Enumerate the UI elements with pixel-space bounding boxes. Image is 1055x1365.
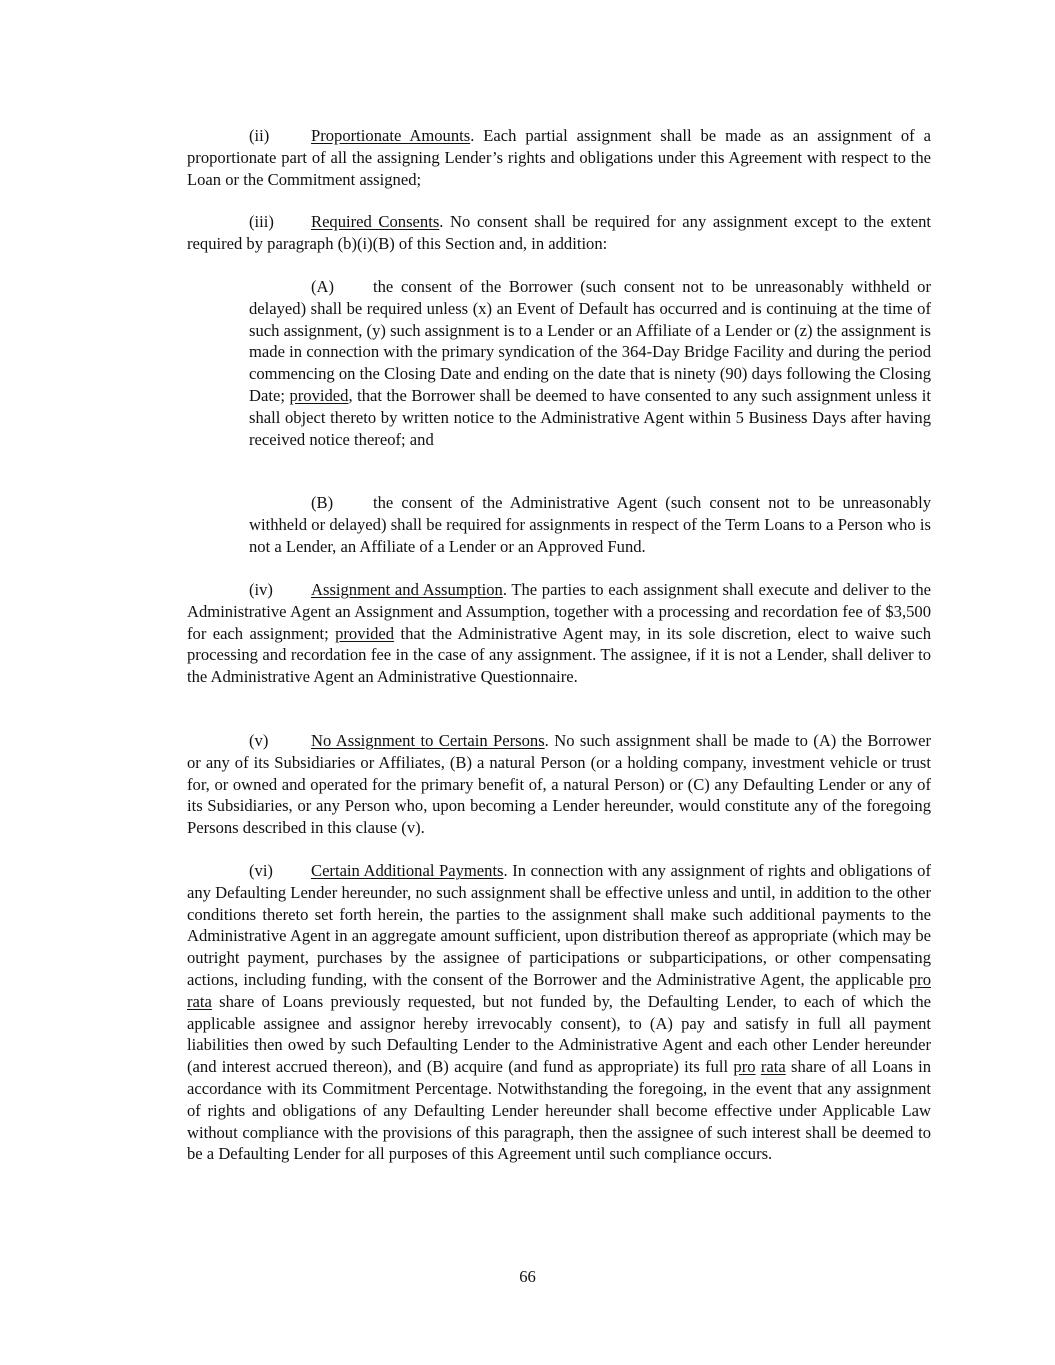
- rata-term: rata: [760, 1057, 786, 1077]
- paragraph-vi: [187, 860, 931, 1165]
- paragraph-ii: [187, 125, 931, 190]
- paragraph-number: (ii): [249, 126, 270, 145]
- paragraph-iii: [187, 211, 931, 255]
- paragraph-B: [249, 492, 931, 557]
- paragraph-body-continued: , that the Borrower shall be deemed to have consented to any such assignment unless it shall object thereto by written notice to the Administrative Agent within 5 Business Days after having received notice thereof; and: [249, 385, 931, 449]
- paragraph-number: (iii): [249, 212, 274, 231]
- paragraph-v: [187, 730, 931, 839]
- pro-term: pro: [733, 1057, 756, 1077]
- paragraph-number: (v): [249, 731, 269, 750]
- pro-term: pro: [908, 969, 931, 989]
- paragraph-body-continued: share of Loans previously requested, but not funded by, the Defaulting Lender, to each of which the applicable assignee and assignor hereby irrevocably consent), to (A) pay and satisfy in full all payment liabilities then owed by such Defaulting Lender to the Administrative Agent and each other Lender hereunder (and interest accrued thereon), and (B) acquire (and fund as appropriate) its full: [187, 991, 931, 1077]
- paragraph-body-continued: that the Administrative Agent may, in its sole discretion, elect to waive such processing and recordation fee in the case of any assignment. The assignee, if it is not a Lender, shall deliver to the Administrative Agent an Administrative Questionnaire.: [187, 623, 931, 687]
- paragraph-body: the consent of the Administrative Agent (such consent not to be unreasonably withheld or delayed) shall be required for assignments in respect of the Term Loans to a Person who is not a Lender, an Affiliate of a Lender or an Approved Fund.: [249, 493, 931, 556]
- rata-term: rata: [187, 991, 212, 1011]
- paragraph-number: (vi): [249, 861, 273, 880]
- paragraph-heading: Assignment and Assumption: [311, 580, 503, 599]
- paragraph-body: the consent of the Borrower (such consent not to be unreasonably withheld or delayed) shall be required unless (x) an Event of Default has occurred and is continuing at the time of such assignment, (y) such assignment is to a Lender or an Affiliate of a Lender or (z) the assignment is made in connection with the primary syndication of the 364-Day Bridge Facility and during the period commencing on the Closing Date and ending on the date that is ninety (90) days following the Closing Date;: [249, 277, 931, 405]
- paragraph-A: [249, 276, 931, 450]
- paragraph-number: (A): [311, 277, 335, 296]
- paragraph-body: . No such assignment shall be made to (A) the Borrower or any of its Subsidiaries or Affiliates, (B) a natural Person (or a holding company, investment vehicle or trust for, or owned and operated for the primary benefit of, a natural Person) or (C) any Defaulting Lender or any of its Subsidiaries, or any Person who, upon becoming a Lender hereunder, would constitute any of the foregoing Persons described in this clause (v).: [187, 731, 932, 838]
- paragraph-heading: No Assignment to Certain Persons: [311, 731, 545, 750]
- provided-term: provided: [335, 623, 395, 643]
- paragraph-heading: Proportionate Amounts: [311, 126, 471, 145]
- provided-term: provided: [289, 385, 349, 405]
- paragraph-heading: Certain Additional Payments: [311, 861, 504, 880]
- paragraph-number: (B): [311, 493, 334, 512]
- paragraph-body: . The parties to each assignment shall execute and deliver to the Administrative Agent an Assignment and Assumption, together with a processing and recordation fee of $3,500 for each assignment;: [187, 580, 932, 643]
- paragraph-body: . No consent shall be required for any assignment except to the extent required by paragraph (b)(i)(B) of this Section and, in addition:: [187, 212, 931, 253]
- page-number: 66: [519, 1267, 536, 1286]
- paragraph-body: . In connection with any assignment of rights and obligations of any Defaulting Lender hereunder, no such assignment shall be effective unless and until, in addition to the other conditions thereto set forth herein, the parties to the assignment shall make such additional payments to the Administrative Agent in an aggregate amount sufficient, upon distribution thereof as appropriate (which may be outright payment, purchases by the assignee of participations or subparticipations, or other compensating actions, including funding, with the consent of the Borrower and the Administrative Agent, the applicable: [187, 861, 932, 989]
- paragraph-body-continued: share of all Loans in accordance with its Commitment Percentage. Notwithstanding the foregoing, in the event that any assignment of rights and obligations of any Defaulting Lender hereunder shall become effective under Applicable Law without compliance with the provisions of this paragraph, then the assignee of such interest shall be deemed to be a Defaulting Lender for all purposes of this Agreement until such compliance occurs.: [187, 1057, 931, 1164]
- paragraph-iv: [187, 579, 931, 688]
- paragraph-heading: Required Consents: [311, 212, 440, 231]
- paragraph-number: (iv): [249, 580, 273, 599]
- paragraph-body: . Each partial assignment shall be made as an assignment of a proportionate part of all the assigning Lender’s rights and obligations under this Agreement with respect to the Loan or the Commitment assigned;: [187, 126, 931, 189]
